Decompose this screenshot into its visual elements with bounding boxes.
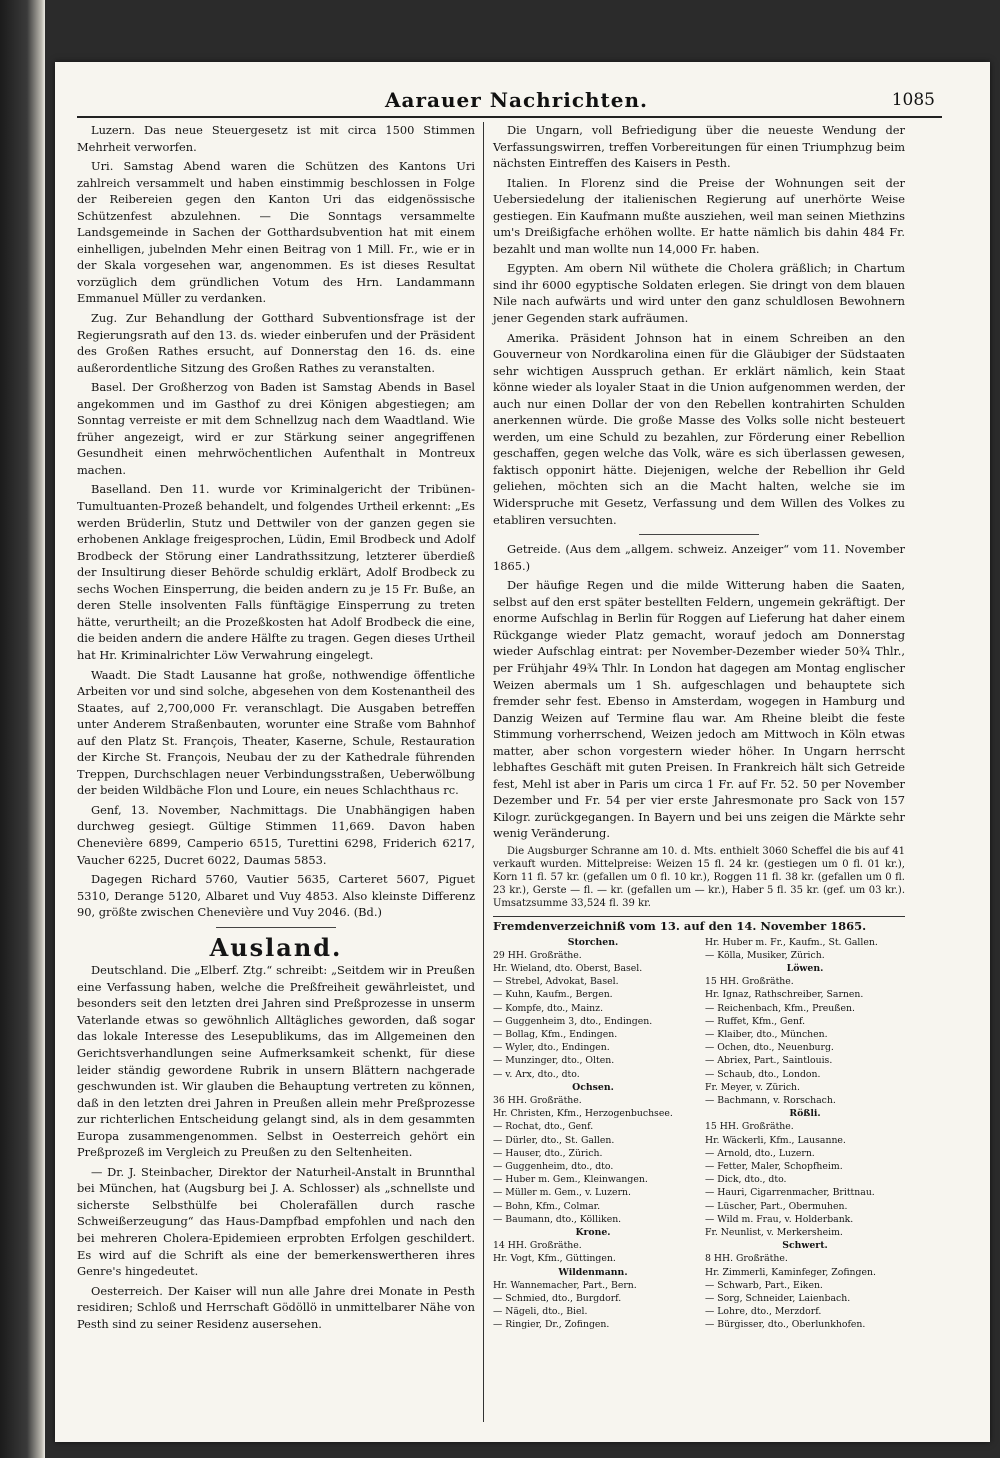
- header-rule: [77, 116, 942, 118]
- section-rule: [216, 927, 336, 928]
- guest-entry: — Lüscher, Part., Obermuhen.: [705, 1200, 848, 1212]
- fremdenverzeichnis: [493, 916, 905, 1332]
- guest-entry: Hr. Christen, Kfm., Herzogenbuchsee.: [493, 1108, 673, 1120]
- guest-entry: Hr. Zimmerli, Kaminfeger, Zofingen.: [705, 1266, 876, 1278]
- guest-entry: — Huber m. Gem., Kleinwangen.: [493, 1174, 648, 1186]
- article-steinbacher: — Dr. J. Steinbacher, Direktor der Naturheil-Anstalt in Brunnthal bei München, hat (Augsburg bei J. A. Schlosser) als „schnellste und sicherste Selbsthülfe bei Cholerafällen durch rasche Schweißerzeugung“ das Haus-Dampfbad empfohlen und nach den bei mehreren Cholera-Epidemieen erprobten Erfolgen geschildert. Es wird auf die Schrift als eine der bemerkenswertheren ihres Genre's hingedeutet.: [77, 1164, 475, 1279]
- guest-entry: — Kuhn, Kaufm., Bergen.: [493, 989, 613, 1001]
- article-oesterreich: Oesterreich. Der Kaiser will nun alle Jahre drei Monate in Pesth residiren; Schloß und Herrschaft Gödöllö in unmittelbarer Nähe von Pesth sind zu seiner Residenz ausersehen.: [77, 1283, 475, 1331]
- guest-entry: — Wyler, dto., Endingen.: [493, 1042, 610, 1054]
- guest-entry: Hr. Wieland, dto. Oberst, Basel.: [493, 962, 643, 974]
- hotel-name: Krone.: [575, 1227, 611, 1239]
- guest-entry: — v. Arx, dto., dto.: [493, 1068, 580, 1080]
- hotel-name: Schwert.: [782, 1240, 828, 1252]
- guest-entry: — Hauri, Cigarrenmacher, Brittnau.: [705, 1187, 875, 1199]
- guest-entry: — Kölla, Musiker, Zürich.: [705, 949, 825, 961]
- guest-entry: — Reichenbach, Kfm., Preußen.: [705, 1002, 855, 1014]
- hotel-name: Wildenmann.: [558, 1266, 628, 1278]
- guest-entry: — Schmied, dto., Burgdorf.: [493, 1293, 622, 1305]
- hotel-name: Storchen.: [567, 936, 619, 948]
- page-number: 1085: [891, 90, 935, 110]
- guest-entry: — Schaub, dto., London.: [705, 1068, 821, 1080]
- getreide-intro: Getreide. (Aus dem „allgem. schweiz. Anzeiger“ vom 11. November 1865.): [493, 542, 905, 573]
- guest-entry: — Ruffet, Kfm., Genf.: [705, 1015, 806, 1027]
- guest-entry: 36 HH. Großräthe.: [493, 1095, 582, 1106]
- article-ungarn: Die Ungarn, voll Befriedigung über die neueste Wendung der Verfassungswirren, treffen Vorbereitungen für einen Triumphzug beim nächsten Eintreffen des Kaisers in Pesth.: [493, 123, 905, 171]
- guest-entry: — Bachmann, v. Rorschach.: [705, 1095, 836, 1106]
- fremdenverzeichnis-heading: Fremdenverzeichniß vom 13. auf den 14. November 1865.: [493, 918, 867, 933]
- guest-entry: — Nägeli, dto., Biel.: [493, 1306, 588, 1318]
- getreide-text: Der häufige Regen und die milde Witterung haben die Saaten, selbst auf den erst später bestellten Feldern, ungemein gekräftigt. Der enorme Aufschlag in Berlin für Roggen auf Lieferung hat daher einem Rückgange wieder Platz gemacht, worauf jedoch am Donnerstag wieder Aufschlag eintrat: per November-Dezember wieder 50¾ Thlr., per Frühjahr 49¾ Thlr. In London hat dagegen am Montag englischer Weizen abermals um 1 Sh. aufgeschlagen und behauptete sich fremder sehr fest. Ebenso in Amsterdam, wogegen in Hamburg und Danzig Weizen auf Termine flau war. Am Rheine bleibt die feste Stimmung vorherrschend, Weizen jedoch am Mittwoch in Köln etwas matter, aber schon vorgestern wieder höher. In Ungarn herrscht lebhaftes Geschäft mit guten Preisen. In Frankreich hält sich Getreide fest, Mehl ist aber in Paris um circa 1 Fr. auf Fr. 52. 50 per November Dezember und Fr. 54 per vier erste Jahresmonate pro Sack von 157 Kilogr. zurückgegangen. In Bayern und bei uns zeigen die Märkte sehr wenig Veränderung.: [493, 578, 905, 841]
- newspaper-page: [55, 62, 990, 1442]
- right-column: [493, 122, 905, 1332]
- article-italien: Italien. In Florenz sind die Preise der Wohnungen seit der Uebersiedelung der italienischen Regierung auf unerhörte Weise gestiegen. Ein Kaufmann mußte ausziehen, weil man seinen Miethzins um's Dreißigfache erhöhen wollte. Er hatte nämlich bis dahin 484 Fr. bezahlt und man wollte nun 14,000 Fr. haben.: [493, 175, 905, 256]
- section-rule: [639, 534, 759, 535]
- guest-list-column-2: [705, 936, 905, 1332]
- article-luzern: Luzern. Das neue Steuergesetz ist mit circa 1500 Stimmen Mehrheit verworfen.: [77, 123, 475, 154]
- guest-entry: — Strebel, Advokat, Basel.: [493, 976, 619, 988]
- guest-entry: — Ringier, Dr., Zofingen.: [493, 1319, 610, 1331]
- guest-entry: 15 HH. Großräthe.: [705, 1121, 794, 1133]
- article-uri: Uri. Samstag Abend waren die Schützen des Kantons Uri zahlreich versammelt und haben einstimmig beschlossen in Folge der Reibereien gegen den Kanton Uri das eidgenössische Schützenfest abzulehnen. — Die Sonntags versammelte Landsgemeinde in Sachen der Gotthardsubvention hat mit einem einhelligen, jubelnden Mehr einen Beitrag von 1 Mill. Fr., wie er in der Skala vorgesehen war, angenommen. Es ist dieses Resultat vorzüglich dem gründlichen Votum des Hrn. Landammann Emmanuel Müller zu verdanken.: [77, 159, 475, 306]
- hotel-name: Löwen.: [786, 962, 824, 974]
- article-baselland: Baselland. Den 11. wurde vor Kriminalgericht der Tribünen-Tumultuanten-Prozeß behandelt, und folgendes Urtheil erkennt: „Es werden Brüderlin, Stutz und Dettwiler von der ganzen gegen sie erhobenen Anklage freigesprochen, Lüdin, Emil Brodbeck und Adolf Brodbeck der Störung einer Landrathssitzung, letzterer überdieß der Insultirung dieser Behörde schuldig erklärt, Adolf Brodbeck zu sechs Wochen Einsperrung, die beiden andern zu je 15 Fr. Buße, an deren Stelle insolventen Falls fünftägige Einsperrung zu treten hätte, verurtheilt; an die Prozeßkosten hat Adolf Brodbeck die eine, die beiden andern die andere Hälfte zu tragen. Gegen dieses Urtheil hat Hr. Kriminalrichter Löw Verwahrung eingelegt.: [77, 482, 475, 662]
- guest-entry: — Bohn, Kfm., Colmar.: [493, 1200, 601, 1212]
- guest-entry: — Arnold, dto., Luzern.: [705, 1147, 815, 1159]
- guest-entry: — Ochen, dto., Neuenburg.: [705, 1042, 834, 1054]
- hotel-name: Ochsen.: [572, 1081, 614, 1093]
- article-basel: Basel. Der Großherzog von Baden ist Samstag Abends in Basel angekommen und im Gasthof zu drei Königen abgestiegen; am Sonntag verreiste er mit dem Schnellzug nach dem Waadtland. Wie früher angezeigt, wird er zur Stärkung seiner angegriffenen Gesundheit einen mehrwöchentlichen Aufenthalt in Montreux machen.: [77, 380, 475, 477]
- article-genf: Genf, 13. November, Nachmittags. Die Unabhängigen haben durchweg gesiegt. Gültige Stimmen 11,669. Davon haben Chenevière 6899, Camperio 6515, Turettini 6298, Friderich 6217, Vaucher 6225, Ducret 6022, Daumas 5853.: [77, 802, 475, 867]
- article-waadt: Waadt. Die Stadt Lausanne hat große, nothwendige öffentliche Arbeiten vor und sind solche, abgesehen von dem Kostenantheil des Staates, auf 2,700,000 Fr. veranschlagt. Die Ausgaben betreffen unter Anderem Straßenbauten, worunter eine Straße vom Bahnhof auf den Platz St. François, Theater, Kaserne, Schule, Restauration der Kirche St. François, Neubau der zu der Kathedrale führenden Treppen, Durchschlagen neuer Verbindungsstraßen, Ueberwölbung der beiden Wildbäche Flon und Loure, ein neues Schlachthaus rc.: [77, 667, 475, 798]
- guest-entry: — Kompfe, dto., Mainz.: [493, 1002, 604, 1014]
- augsburger-schranne: Die Augsburger Schranne am 10. d. Mts. enthielt 3060 Scheffel die bis auf 41 verkauft wurden. Mittelpreise: Weizen 15 fl. 24 kr. (gestiegen um 0 fl. 01 kr.), Korn 11 fl. 57 kr. (gefallen um 0 fl. 10 kr.), Roggen 11 fl. 38 kr. (gefallen um 0 fl. 23 kr.), Gerste — fl. — kr. (gefallen um — kr.), Haber 5 fl. 35 kr. (gef. um 03 kr.). Umsatzsumme 33,524 fl. 39 kr.: [493, 845, 905, 909]
- left-column: [77, 122, 475, 1335]
- guest-entry: — Müller m. Gem., v. Luzern.: [493, 1187, 631, 1199]
- guest-entry: — Guggenheim, dto., dto.: [493, 1161, 614, 1173]
- guest-entry: 8 HH. Großräthe.: [705, 1253, 788, 1265]
- article-amerika: Amerika. Präsident Johnson hat in einem Schreiben an den Gouverneur von Nordkarolina einen für die Gläubiger der Südstaaten sehr wichtigen Ausspruch gethan. Er erklärt nämlich, kein Staat könne wieder als loyaler Staat in die Union aufgenommen werden, der auch nur einen Dollar der von den Rebellen kontrahirten Schulden anerkennen würde. Die große Masse des Volks solle nicht besteuert werden, um eine Schuld zu bezahlen, zur Förderung einer Rebellion geschaffen, gegen welche das Volk, wäre es sich überlassen gewesen, faktisch opponirt hätte. Diejenigen, welche der Rebellion ihr Geld geliehen, möchten sich an die Macht halten, welche sie im Widerspruche mit Gesetz, Verfassung und dem Willen des Volkes zu etabliren versuchten.: [493, 330, 905, 527]
- book-spine-shadow: [0, 0, 45, 1458]
- guest-entry: — Abriex, Part., Saintlouis.: [705, 1055, 833, 1067]
- guest-list-column-1: [493, 936, 693, 1332]
- guest-list: [493, 936, 905, 1332]
- article-egypten: Egypten. Am obern Nil wüthete die Cholera gräßlich; in Chartum sind ihr 6000 egyptische Soldaten erlegen. Sie dringt von dem blauen Nile nach aufwärts und wird unter den ganz schuldlosen Bewohnern jener Gegenden stark aufräumen.: [493, 261, 905, 326]
- page-header: [55, 86, 990, 116]
- guest-entry: — Baumann, dto., Kölliken.: [493, 1213, 622, 1225]
- section-heading-ausland: Ausland.: [209, 932, 343, 962]
- guest-entry: — Schwarb, Part., Eiken.: [705, 1279, 823, 1291]
- guest-entry: — Klaiber, dto., München.: [705, 1028, 828, 1040]
- guest-entry: Fr. Neunlist, v. Merkersheim.: [705, 1227, 843, 1239]
- article-zug: Zug. Zur Behandlung der Gotthard Subventionsfrage ist der Regierungsrath auf den 13. ds. wieder einberufen und der Präsident des Großen Rathes ersucht, auf Donnerstag den 16. ds. eine außerordentliche Sitzung des Großen Rathes zu veranstalten.: [77, 311, 475, 375]
- guest-entry: — Bürgisser, dto., Oberlunkhofen.: [705, 1319, 866, 1331]
- guest-entry: Hr. Ignaz, Rathschreiber, Sarnen.: [705, 989, 864, 1001]
- guest-entry: Fr. Meyer, v. Zürich.: [705, 1081, 800, 1093]
- guest-entry: — Fetter, Maler, Schopfheim.: [705, 1161, 843, 1173]
- guest-entry: Hr. Huber m. Fr., Kaufm., St. Gallen.: [705, 936, 878, 948]
- article-genf-continued: Dagegen Richard 5760, Vautier 5635, Carteret 5607, Piguet 5310, Derange 5120, Albaret und Vuy 4853. Also kleinste Differenz 90, größte zwischen Chenevière und Vuy 2046. (Bd.): [77, 872, 475, 920]
- hotel-name: Rößli.: [789, 1108, 821, 1120]
- guest-entry: Hr. Wannemacher, Part., Bern.: [493, 1279, 637, 1291]
- guest-entry: — Sorg, Schneider, Laienbach.: [705, 1293, 851, 1305]
- guest-entry: — Bollag, Kfm., Endingen.: [493, 1028, 618, 1040]
- article-deutschland: Deutschland. Die „Elberf. Ztg.“ schreibt: „Seitdem wir in Preußen eine Verfassung haben, welche die Preßfreiheit gewährleistet, und besonders seit den letzten drei Jahren sind Preßprozesse in unserm Vaterlande etwas so gewöhnlich Alltägliches geworden, daß sogar das lokale Interesse des Lesepublikums, das im Allgemeinen den Gerichtsverhandlungen seine Aufmerksamkeit schenkt, für diese leider ständig gewordene Rubrik in unsern Blättern nachgerade geschwunden ist. Wir glauben die Behauptung vertreten zu können, daß in den letzten drei Jahren in Preußen allein mehr Preßprozesse zur richterlichen Entscheidung gelangt sind, als in dem gesammten Europa zusammengenommen. Selbst in Oesterreich gehört ein Preßprozeß im Vergleich zu Preußen zu den Seltenheiten.: [77, 963, 475, 1160]
- guest-entry: — Dürler, dto., St. Gallen.: [493, 1134, 615, 1146]
- guest-entry: — Rochat, dto., Genf.: [493, 1121, 594, 1133]
- guest-entry: 15 HH. Großräthe.: [705, 976, 794, 988]
- guest-entry: — Dick, dto., dto.: [705, 1174, 787, 1186]
- guest-entry: — Lohre, dto., Merzdorf.: [705, 1306, 822, 1318]
- guest-entry: Hr. Vogt, Kfm., Güttingen.: [493, 1253, 616, 1265]
- guest-entry: — Guggenheim 3, dto., Endingen.: [493, 1015, 653, 1027]
- guest-entry: Hr. Wäckerli, Kfm., Lausanne.: [705, 1134, 846, 1146]
- guest-entry: — Munzinger, dto., Olten.: [493, 1055, 615, 1067]
- guest-entry: — Wild m. Frau, v. Holderbank.: [705, 1213, 854, 1225]
- guest-entry: — Hauser, dto., Zürich.: [493, 1147, 603, 1159]
- guest-entry: 29 HH. Großräthe.: [493, 949, 582, 961]
- column-divider: [483, 122, 484, 1422]
- guest-entry: 14 HH. Großräthe.: [493, 1240, 582, 1252]
- page-title: Aarauer Nachrichten.: [385, 88, 649, 112]
